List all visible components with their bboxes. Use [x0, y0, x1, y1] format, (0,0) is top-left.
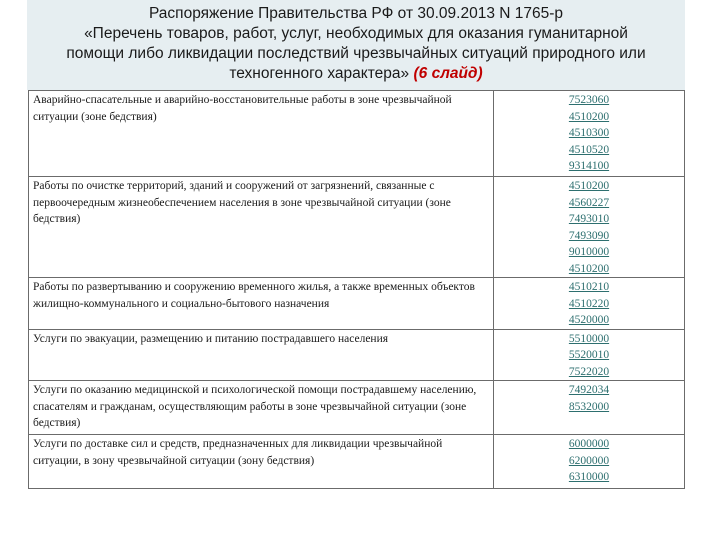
code-link[interactable]: 7493010	[568, 213, 610, 225]
row-description: Аварийно-спасательные и аварийно-восстановительные работы в зоне чрезвычайной ситуации (зоне бедствия)	[33, 94, 452, 123]
code-link[interactable]: 4510300	[568, 127, 610, 139]
code-link[interactable]: 5520010	[568, 349, 610, 361]
table-row	[29, 278, 685, 330]
code-link[interactable]: 4510200	[568, 110, 610, 123]
code-link[interactable]: 4510220	[568, 297, 610, 310]
code-link[interactable]: 4520000	[568, 314, 610, 326]
description-cell	[29, 435, 494, 489]
services-table	[28, 90, 685, 489]
codes-cell	[494, 381, 685, 435]
code-link[interactable]: 6000000	[568, 438, 610, 450]
code-link[interactable]: 9010000	[568, 246, 610, 258]
codes-cell	[494, 177, 685, 278]
code-link[interactable]: 5510000	[568, 332, 610, 345]
code-link[interactable]: 4510210	[568, 281, 610, 293]
code-link[interactable]: 6310000	[568, 471, 610, 483]
description-cell	[29, 278, 494, 330]
row-description: Услуги по доставке сил и средств, предназначенных для ликвидации чрезвычайной ситуации, в зону чрезвычайной ситуации (зону бедствия)	[33, 438, 443, 467]
slide-number-label: (6 слайд)	[413, 65, 483, 82]
code-link[interactable]: 7522020	[568, 365, 610, 378]
code-link[interactable]: 4560227	[568, 196, 610, 209]
row-description: Работы по развертыванию и сооружению временного жилья, а также временных объектов жилищно-коммунального и социально-бытового назначения	[33, 281, 475, 310]
code-link[interactable]: 8532000	[568, 400, 610, 413]
codes-cell	[494, 91, 685, 177]
table-row	[29, 381, 685, 435]
header-title-text: техногенного характера»	[229, 65, 410, 82]
code-link[interactable]: 4510200	[568, 262, 610, 275]
table-row	[29, 435, 685, 489]
header-title-line-4	[27, 64, 685, 84]
header-title-line-2: «Перечень товаров, работ, услуг, необходимых для оказания гуманитарной	[84, 25, 628, 42]
code-link[interactable]: 7493090	[568, 229, 610, 242]
description-cell	[29, 329, 494, 381]
code-link[interactable]: 6200000	[568, 454, 610, 467]
row-description: Работы по очистке территорий, зданий и сооружений от загрязнений, связанные с первоочередным жизнеобеспечением населения в зоне чрезвычайной ситуации (зоне бедствия)	[33, 180, 451, 225]
description-cell	[29, 177, 494, 278]
code-link[interactable]: 9314100	[568, 160, 610, 172]
code-link[interactable]: 7523060	[568, 94, 610, 106]
codes-cell	[494, 329, 685, 381]
table-row	[29, 91, 685, 177]
header-title-line-3: помощи либо ликвидации последствий чрезвычайных ситуаций природного или	[66, 45, 646, 62]
codes-cell	[494, 435, 685, 489]
slide-header	[27, 0, 685, 90]
row-description: Услуги по эвакуации, размещению и питанию пострадавшего населения	[33, 332, 389, 345]
table-row	[29, 329, 685, 381]
description-cell	[29, 91, 494, 177]
table-row	[29, 177, 685, 278]
code-link[interactable]: 4510520	[568, 143, 610, 156]
row-description: Услуги по оказанию медицинской и психологической помощи пострадавшему населению, спасателям и гражданам, осуществляющим работы в зоне чрезвычайной ситуации (зоне бедствия)	[33, 384, 477, 429]
description-cell	[29, 381, 494, 435]
codes-cell	[494, 278, 685, 330]
code-link[interactable]: 7492034	[568, 384, 610, 396]
header-title-line-1: Распоряжение Правительства РФ от 30.09.2013 N 1765-р	[148, 5, 564, 22]
code-link[interactable]: 4510200	[568, 180, 610, 192]
